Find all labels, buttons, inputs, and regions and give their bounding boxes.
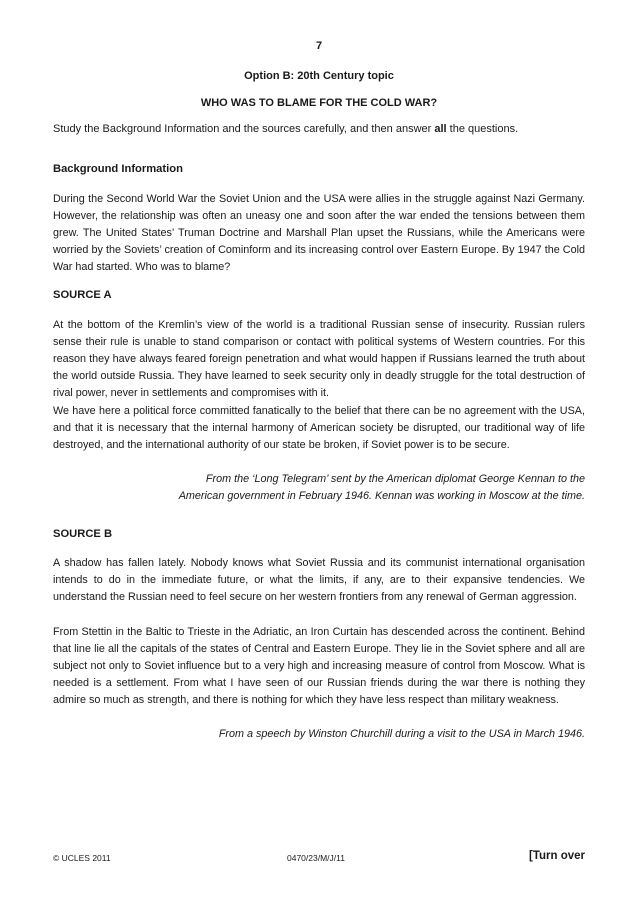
source-a-citation-line-1: From the ‘Long Telegram’ sent by the American diplomat George Kennan to the xyxy=(205,473,585,485)
source-a-paragraph-2: We have here a political force committed fanatically to the belief that there can be no agreement with the USA, and that it is necessary that the internal harmony of American society be disrupted, our traditional way of life destroyed, and the international authority of our state be broken, if Soviet power is to be secure. xyxy=(53,405,585,451)
source-a-citation-line-2: American government in February 1946. Kennan was working in Moscow at the time. xyxy=(178,489,585,502)
footer-copyright: © UCLES 2011 xyxy=(53,853,111,863)
source-a-citation xyxy=(53,471,585,504)
source-b-heading: SOURCE B xyxy=(53,528,113,540)
source-b-paragraph-2: From Stettin in the Baltic to Trieste in the Adriatic, an Iron Curtain has descended across the continent. Behind that line lie all the capitals of the states of Central and Eastern Europe. They lie in the Soviet sphere and all are subject not only to Soviet influence but to a very high and increasing measure of control from Moscow. What is needed is a settlement. From what I have seen of our Russian friends during the war there is nothing they admire so much as strength, and there is nothing for which they have less respect than military weakness. xyxy=(53,626,585,706)
instructions-after: the questions. xyxy=(446,123,519,135)
source-b-paragraph-1: A shadow has fallen lately. Nobody knows what Soviet Russia and its communist international organisation intends to do in the immediate future, or what the limits, if any, are to their expansive tendencies. We understand the Russian need to feel secure on her western frontiers from any renewal of German aggression. xyxy=(53,557,585,603)
source-b-citation: From a speech by Winston Churchill during a visit to the USA in March 1946. xyxy=(218,728,585,740)
instructions-before: Study the Background Information and the sources carefully, and then answer xyxy=(53,123,435,135)
background-heading: Background Information xyxy=(53,163,183,175)
instructions xyxy=(53,123,585,135)
question-title: WHO WAS TO BLAME FOR THE COLD WAR? xyxy=(200,97,438,109)
option-title: Option B: 20th Century topic xyxy=(244,70,394,82)
instructions-emphasis: all xyxy=(434,123,447,135)
background-text: During the Second World War the Soviet Union and the USA were allies in the struggle against Nazi Germany. However, the relationship was often an uneasy one and soon after the war ended the tensions between them grew. The United States’ Truman Doctrine and Marshall Plan upset the Russians, while the Americans were worried by the Soviets’ creation of Cominform and its increasing control over Eastern Europe. By 1947 the Cold War had started. Who was to blame? xyxy=(53,193,585,273)
source-a-paragraph-1: At the bottom of the Kremlin’s view of the world is a traditional Russian sense of insecurity. Russian rulers sense their rule is unable to stand comparison or contact with political systems of Western countries. For this reason they have always feared foreign penetration and what would happen if Russians learned the truth about the world outside Russia. They have learned to seek security only in deadly struggle for the total destruction of rival power, never in settlements and compromises with it. xyxy=(53,319,585,399)
footer-code: 0470/23/M/J/11 xyxy=(287,853,345,863)
turn-over-label: [Turn over xyxy=(528,850,585,862)
page-number: 7 xyxy=(315,40,323,52)
source-a-heading: SOURCE A xyxy=(53,289,112,301)
